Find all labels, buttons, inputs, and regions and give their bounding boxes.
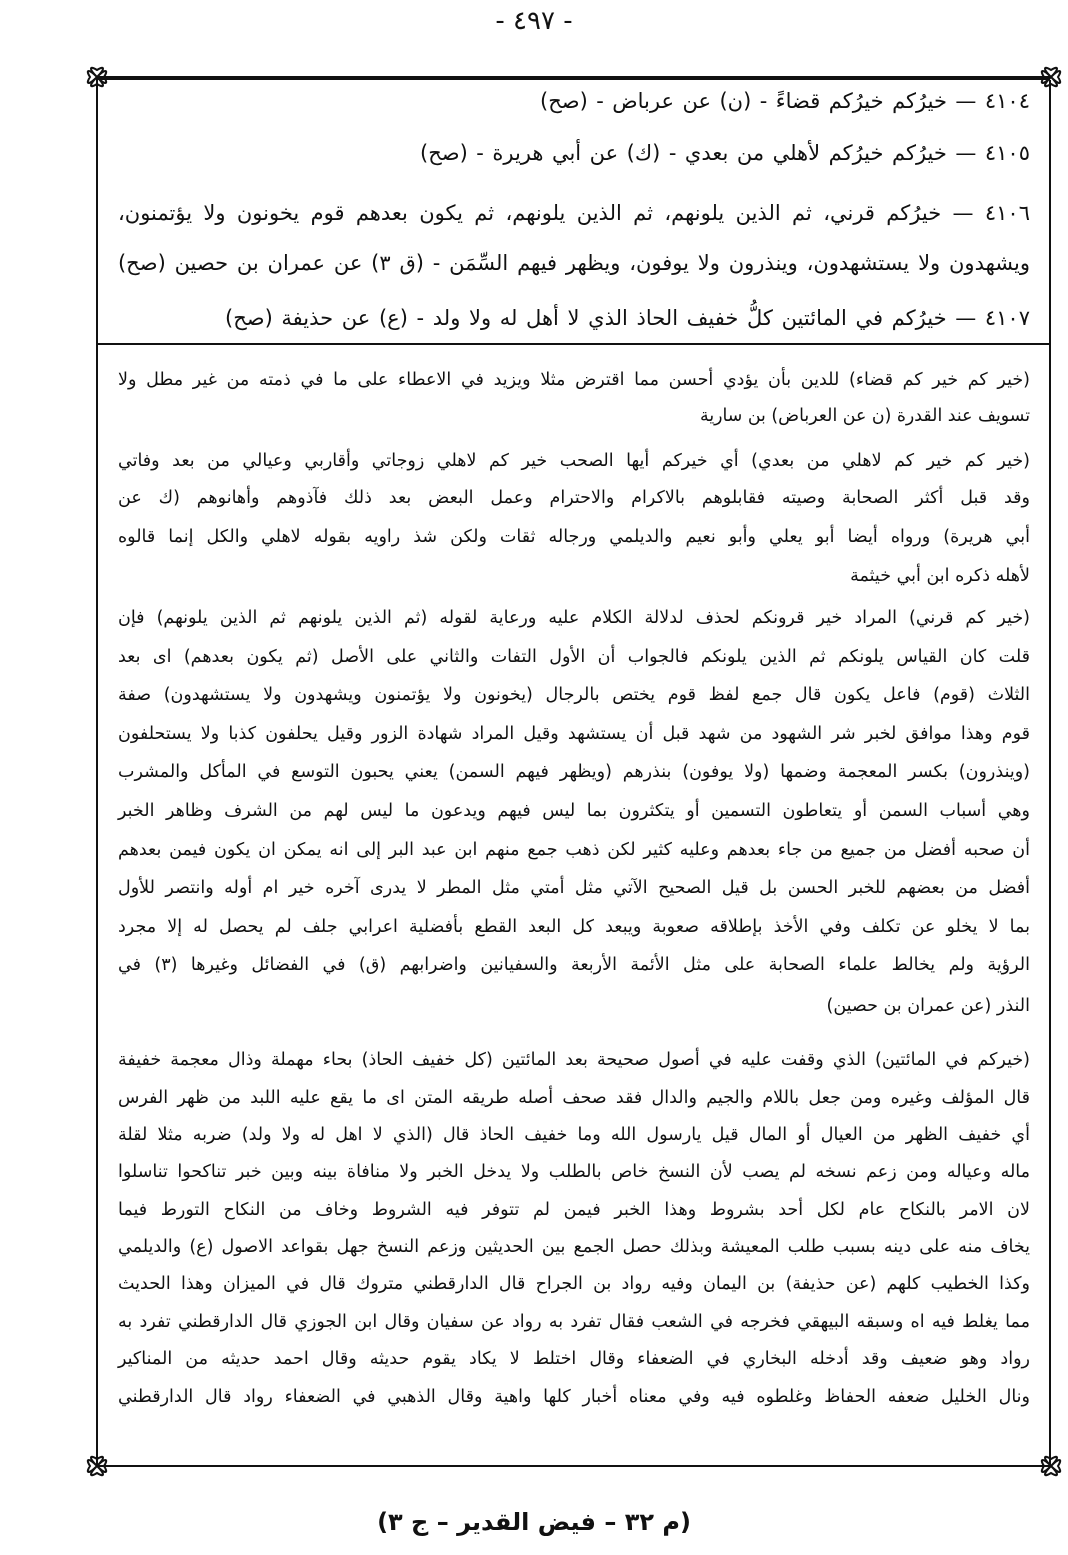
commentary-line [118, 1044, 1030, 1076]
commentary-text: تسويف عند القدرة (ن عن العرباض) بن سارية [700, 406, 1030, 426]
hadith-text: ٤١٠٥ — خيرُكم خيرُكم لأهلي من بعدي - (ك) عن أبي هريرة - (صح) [420, 141, 1030, 165]
commentary-text: (خير كم خير كم قضاء) للدين بأن يؤدي أحسن مما اقترض مثلا ويزيد في الاعطاء على ما في ذمته من غير مطل ولا [118, 370, 1030, 390]
commentary-line [118, 445, 1030, 477]
commentary-line [118, 1119, 1030, 1151]
separator-rule [96, 343, 1050, 345]
commentary-line [118, 1194, 1030, 1226]
commentary-line [118, 602, 1030, 634]
commentary-line [118, 521, 1030, 553]
commentary-line [118, 1343, 1030, 1375]
commentary-line [770, 560, 1030, 592]
commentary-line [118, 1268, 1030, 1300]
commentary-text: رواد وهو ضعيف وقد أدخله البخاري في الضعفاء وقال اختلط لا يكاد يقوم حديثه وقال احمد حديثه من المناكير [118, 1349, 1030, 1369]
hadith-text: ٤١٠٦ — خيرُكم قرني، ثم الذين يلونهم، ثم الذين يلونهم، ثم يكون بعدهم قوم يخونون ولا يؤتمنون، [118, 201, 1030, 225]
commentary-line [118, 911, 1030, 943]
commentary-text: الرؤية ولم يخالط علماء الصحابة على مثل الأئمة الأربعة والسفيانين واضرابهم (ق) في الفضائل وغيرها (٣) في [118, 955, 1030, 975]
commentary-line [700, 400, 1030, 432]
commentary-line [118, 756, 1030, 788]
hadith-text: ٤١٠٧ — خيرُكم في المائتين كلُّ خفيف الحاذ الذي لا أهل له ولا ولد - (ع) عن حذيفة (صح) [225, 306, 1030, 330]
commentary-line [118, 718, 1030, 750]
commentary-line [118, 795, 1030, 827]
commentary-line [118, 1082, 1030, 1114]
corner-ornament-icon [1040, 66, 1062, 88]
commentary-line [118, 949, 1030, 981]
commentary-text: ماله وعياله ومن زعم نسخه لم يصب لأن النسخ خاص بالطلب ولا يدخل الخبر ولا منافاة بينه وبين خبر تناكحوا تناسلوا [118, 1162, 1030, 1182]
commentary-text: ونال الخليل ضعفه الحفاظ وغلطوه فيه وفي معناه أخبار كلها واهية وقال الذهبي في الضعفاء رواد قال الدارقطني [118, 1387, 1030, 1407]
footer-signature: (م ٣٢ – فيض القدير – ج ٣) [377, 1508, 691, 1536]
commentary-line [118, 679, 1030, 711]
bottom-rule [96, 1465, 1050, 1467]
commentary-line [780, 990, 1030, 1022]
right-border [1049, 80, 1051, 1466]
page-number: - ٤٩٧ - [495, 6, 573, 36]
hadith-text: ويشهدون ولا يستشهدون، وينذرون ولا يوفون، ويظهر فيهم السِّمَن - (ق ٣) عن عمران بن حصين (صح) [117, 251, 1030, 275]
commentary-text: أبي هريرة) ورواه أيضا أبو يعلي وأبو نعيم والديلمي ورجاله ثقات ولكن شذ راويه بقوله لاهلي والكل إنما قالوه [118, 527, 1030, 547]
commentary-text: وهي أسباب السمن أو يتعاطون التسمين أو يتكثرون بما ليس فيهم ويدعون ما ليس لهم من الشرف وظاهر الخبر [118, 801, 1030, 821]
commentary-text: (وينذرون) بكسر المعجمة وضمها (ولا يوفون) بنذرهم (ويظهر فيهم السمن) يعني يحبون التوسع في المأكل والمشرب [118, 762, 1030, 782]
hadith-line [420, 135, 1030, 171]
commentary-line [118, 1231, 1030, 1263]
commentary-line [118, 482, 1030, 514]
commentary-line [118, 1306, 1030, 1338]
hadith-line [118, 195, 1030, 231]
commentary-text: أن صحبه أفضل من جميع من جاء بعدهم وعليه كثير لكن ذهب جمع منهم ابن عبد البر إلى انه يمكن ان يكون فيمن بعدهم [118, 840, 1030, 860]
commentary-text: أفضل من بعضهم للخبر الحسن بل قيل الصحيح الآتي مثل أمتي مثل المطر لا يدرى آخره خير ام أوله وانتصر للأول [118, 878, 1030, 898]
corner-ornament-icon [1040, 1455, 1062, 1477]
commentary-text: بما لا يخلو عن تكلف وفي الأخذ بإطلاقه صعوبة ويبعد كل البعد القطع بأفضلية اعرابي جلف لم يحصل له إلا مجرد [118, 917, 1030, 937]
left-border [96, 80, 98, 1466]
top-rule [96, 76, 1050, 80]
commentary-text: النذر (عن عمران بن حصين) [826, 996, 1030, 1016]
commentary-text: قوم وهذا موافق لخبر شر الشهود من شهد قبل أن يستشهد وقيل المراد شهادة الزور وقيل يحلفون كذبا ولا يستحلفون [118, 724, 1030, 744]
commentary-text: وكذا الخطيب كلهم (عن حذيفة) بن اليمان وفيه رواد بن الجراح قال الدارقطني متروك قال في الميزان وهذا الحديث [118, 1274, 1030, 1294]
commentary-text: لان الامر بالنكاح عام لكل أحد بشروط وهذا الخبر فيمن لم تتوفر فيه الشروط وخاف من النكاح التورط فيما [118, 1200, 1030, 1220]
hadith-line [225, 300, 1030, 336]
commentary-text: لأهله ذكره ابن أبي خيثمة [850, 566, 1030, 586]
corner-ornament-icon [86, 66, 108, 88]
commentary-text: وقد قبل أكثر الصحابة وصيته فقابلوهم بالاكرام والاحترام وعمل البعض بعد ذلك فآذوهم وأهانوهم (ك عن [118, 488, 1030, 508]
corner-ornament-icon [86, 1455, 108, 1477]
commentary-text: (خيركم في المائتين) الذي وقفت عليه في أصول صحيحة بعد المائتين (كل خفيف الحاذ) بحاء مهملة وذال معجمة خفيفة [118, 1050, 1030, 1070]
commentary-line [118, 1156, 1030, 1188]
commentary-line [118, 872, 1030, 904]
hadith-line [118, 245, 1030, 281]
commentary-text: قلت كان القياس يلونكم ثم الذين يلونكم فالجواب أن الأول التفات والثاني على الأصل (ثم يكون بعدهم) اى بعد [118, 647, 1030, 667]
commentary-line [118, 364, 1030, 396]
commentary-text: مما يغلط فيه اه وسبقه البيهقي فخرجه في الشعب فقال تفرد به رواد عن سفيان وقال ابن الجوزي قال الدارقطني تفرد به [118, 1312, 1030, 1332]
commentary-line [118, 1381, 1030, 1413]
commentary-text: (خير كم خير كم لاهلي من بعدي) أي خيركم أيها الصحب خير كم لاهلي زوجاتي وأقاربي وعيالي من بعد وفاتي [118, 451, 1030, 471]
commentary-text: الثلاث (قوم) فاعل يكون قال جمع لفظ قوم يختص بالرجال (يخونون ولا يؤتمنون ويشهدون ولا يستشهدون) صفة [118, 685, 1030, 705]
commentary-text: (خير كم قرني) المراد خير قرونكم لحذف لدلالة الكلام عليه ورعاية لقوله (ثم الذين يلونهم ثم الذين يلونهم) فإن [118, 608, 1030, 628]
commentary-text: يخاف منه على دينه بسبب طلب المعيشة وبذلك حصل الجمع بين الحديثين وزعم النسخ جهل بقواعد الاصول (ع) والديلمي [118, 1237, 1030, 1257]
commentary-text: أي خفيف الظهر من العيال أو المال قيل يارسول الله وما خفيف الحاذ قال (الذي لا اهل له ولا ولد) ضربه مثلا لقلة [118, 1125, 1030, 1145]
commentary-line [118, 641, 1030, 673]
hadith-text: ٤١٠٤ — خيرُكم خيرُكم قضاءً - (ن) عن عرباض - (صح) [540, 89, 1030, 113]
commentary-text: قال المؤلف وغيره ومن جعل باللام والجيم والدال فقد صحف أصله طريقه المتن اى ما يقع عليه اللبد من ظهر الفرس [118, 1088, 1030, 1108]
hadith-line [540, 83, 1030, 119]
commentary-line [118, 834, 1030, 866]
